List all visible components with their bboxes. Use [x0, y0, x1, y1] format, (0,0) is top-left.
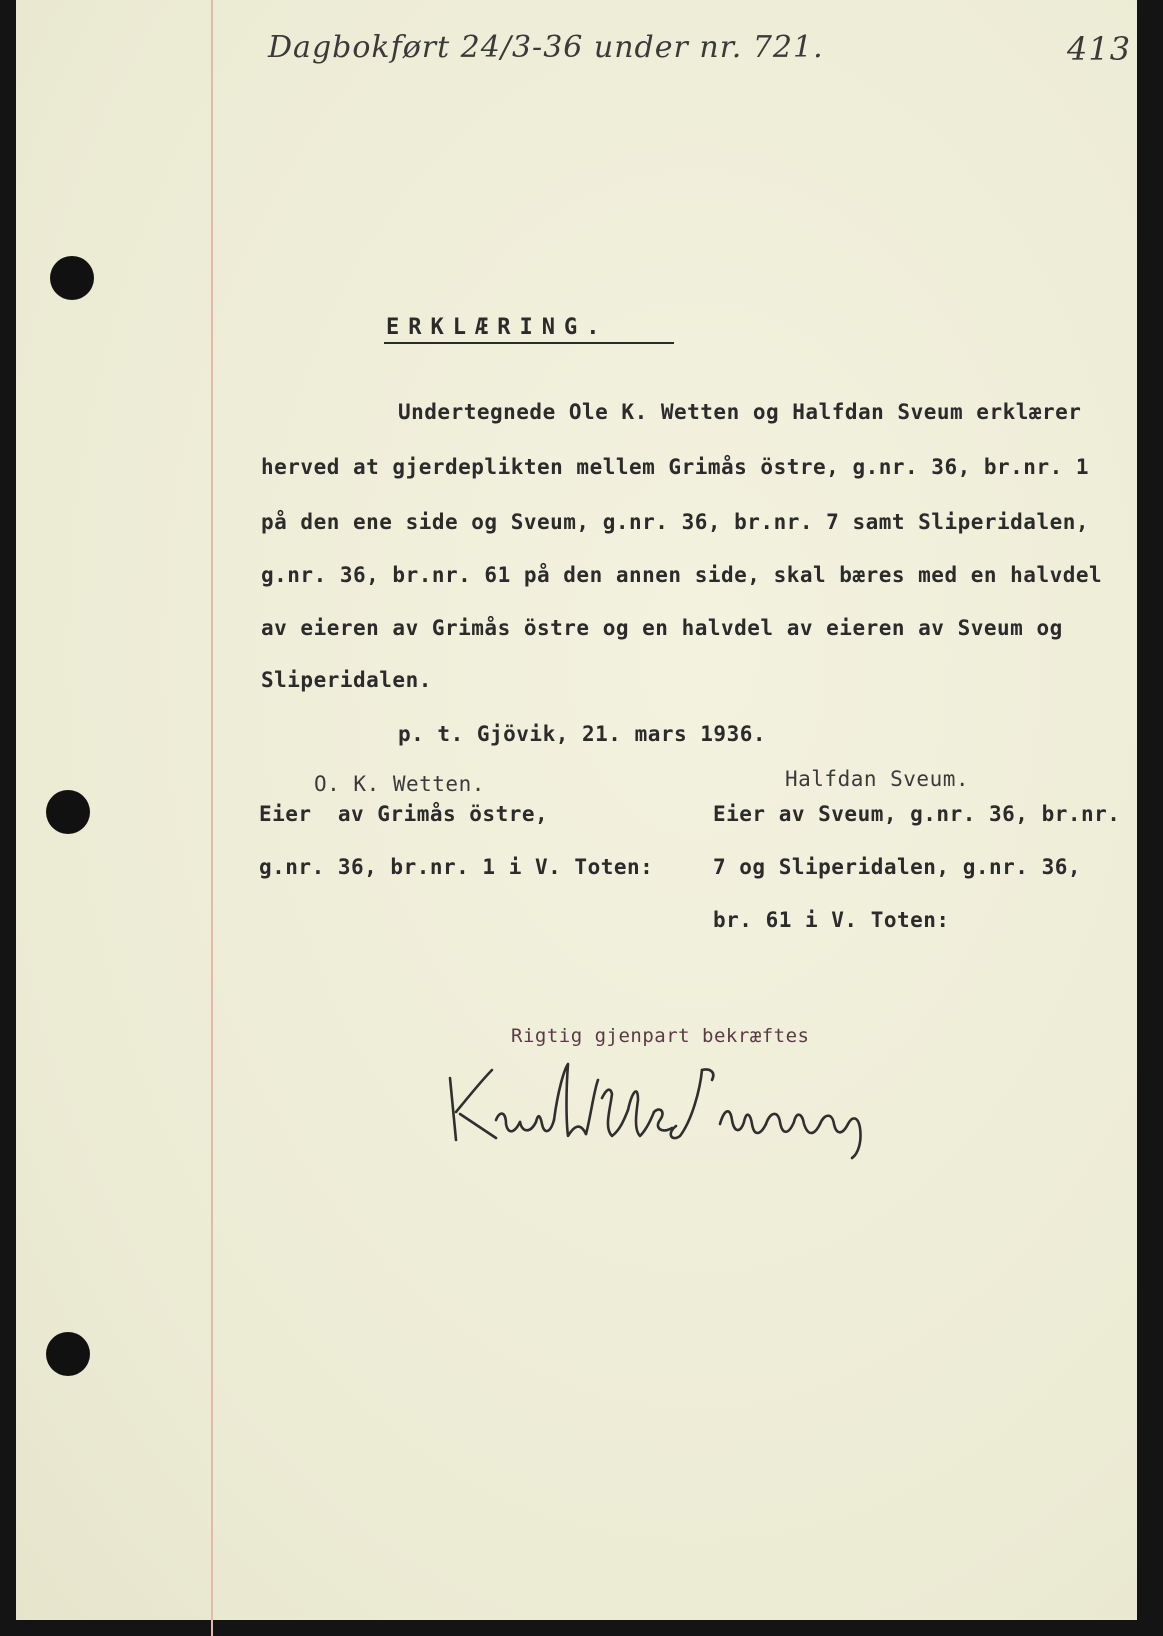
left-signatory-line: Eier av Grimås östre,	[259, 802, 549, 826]
certification-stamp: Rigtig gjenpart bekræftes	[511, 1025, 810, 1047]
right-signatory-line: 7 og Sliperidalen, g.nr. 36,	[713, 855, 1082, 879]
margin-line	[211, 0, 213, 1636]
body-line: av eieren av Grimås östre og en halvdel av eieren av Sveum og	[261, 616, 1063, 640]
page-number: 413	[1067, 30, 1132, 68]
title-underline	[384, 342, 674, 344]
right-signatory-line: br. 61 i V. Toten:	[713, 908, 950, 932]
place-date: p. t. Gjövik, 21. mars 1936.	[398, 722, 767, 746]
scan-edge-right	[1137, 0, 1163, 1636]
punch-hole-top	[50, 256, 94, 300]
body-line: herved at gjerdeplikten mellem Grimås östre, g.nr. 36, br.nr. 1	[261, 455, 1090, 479]
scan-edge-left	[0, 0, 16, 1636]
journal-note: Dagbokført 24/3-36 under nr. 721.	[268, 30, 824, 65]
body-line: Sliperidalen.	[261, 668, 432, 692]
document-title: ERKLÆRING.	[386, 315, 609, 340]
body-line: Undertegnede Ole K. Wetten og Halfdan Sveum erklærer	[398, 400, 1082, 424]
body-line: på den ene side og Sveum, g.nr. 36, br.nr. 7 samt Sliperidalen,	[261, 510, 1090, 534]
handwritten-signature	[440, 1050, 940, 1160]
body-line: g.nr. 36, br.nr. 61 på den annen side, skal bæres med en halvdel	[261, 563, 1103, 587]
scan-edge-bottom	[0, 1620, 1163, 1636]
right-signatory-line: Eier av Sveum, g.nr. 36, br.nr.	[713, 802, 1121, 826]
left-signatory-line: g.nr. 36, br.nr. 1 i V. Toten:	[259, 855, 654, 879]
punch-hole-bottom	[46, 1332, 90, 1376]
right-signatory-name: Halfdan Sveum.	[785, 767, 970, 791]
punch-hole-middle	[46, 790, 90, 834]
left-signatory-name: O. K. Wetten.	[314, 772, 485, 796]
